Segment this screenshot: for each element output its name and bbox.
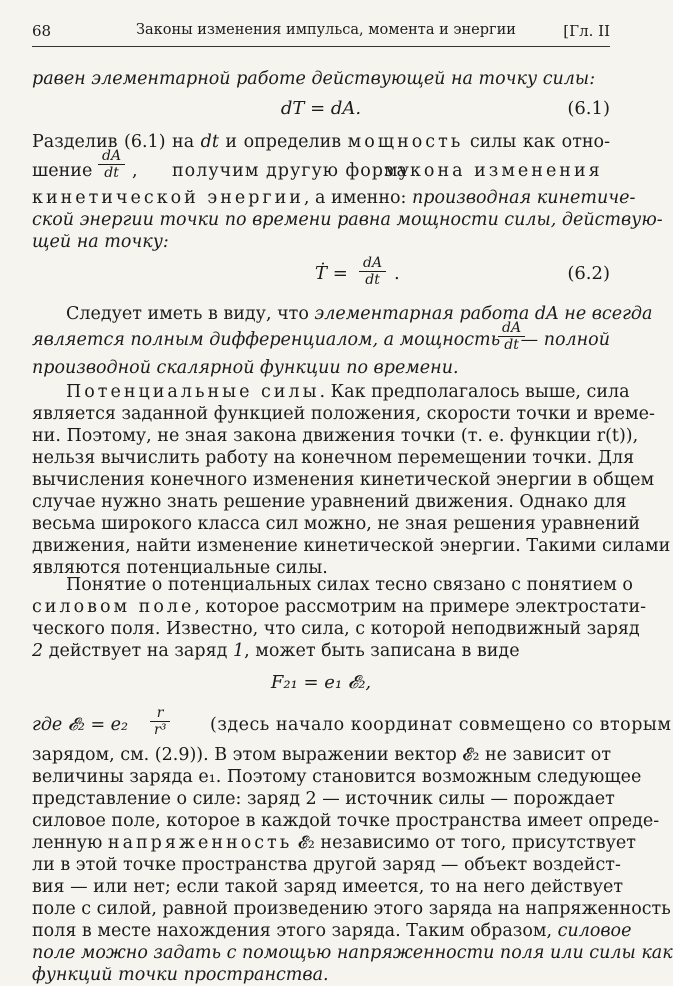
fraction-denominator: r³ — [154, 722, 167, 738]
equation-6-2 — [32, 255, 610, 295]
text-span: получим другую форму — [172, 161, 410, 181]
text-line: являются потенциальные силы. — [32, 558, 328, 578]
equation-formula: Ṫ = — [315, 263, 348, 284]
text-span: Следует иметь в виду, что — [66, 304, 315, 324]
text-span: 𝓔₂ независимо от того, присутствует — [292, 833, 636, 853]
emphasis-term: Потенциальные силы — [66, 382, 320, 402]
text-span: производная кинетиче- — [412, 188, 636, 208]
text-span: шение — [32, 161, 93, 181]
text-line: поле с силой, равной произведению этого заряда на напряженность — [32, 899, 671, 919]
text-span: где 𝓔₂ = e₂ — [32, 715, 129, 735]
text-line: нельзя вычислить работу на конечном перемещении точки. Для — [32, 448, 635, 468]
text-line: равен элементарной работе действующей на точку силы: — [32, 69, 596, 89]
text-line: представление о силе: заряд 2 — источник силы — порождает — [32, 789, 615, 809]
text-span: действует на заряд — [43, 641, 233, 661]
running-title: Законы изменения импульса, момента и энергии — [136, 22, 516, 38]
text-line — [32, 596, 647, 618]
text-span: силовое — [557, 921, 632, 941]
text-span: 1 — [232, 641, 245, 661]
text-span: элементарная работа dA не всегда — [314, 304, 653, 324]
text-line: функций точки пространства. — [32, 965, 329, 985]
text-line: поле можно задать с помощью напряженности поля или силы как — [32, 943, 673, 963]
text-span: ленную — [32, 833, 108, 853]
text-line: вия — или нет; если такой заряд имеется, то на него действует — [32, 877, 624, 897]
text-span: . Как предполагалось выше, сила — [319, 382, 630, 402]
text-line: движения, найти изменение кинетической энергии. Такими силами — [32, 536, 671, 556]
emphasis-term: кинетической энергии — [32, 188, 304, 208]
equation-formula: dT = dA. — [280, 98, 362, 119]
text-line: производной скалярной функции по времени. — [32, 358, 459, 378]
text-span: 2 — [32, 641, 44, 661]
fraction-denominator: dt — [104, 165, 119, 181]
text-line: является заданной функцией положения, скорости точки и време- — [32, 404, 655, 424]
page-header — [32, 22, 610, 47]
text-line: весьма широкого класса сил можно, не зная решения уравнений — [32, 514, 641, 534]
text-line — [32, 832, 636, 854]
text-line: вычисления конечного изменения кинетической энергии в общем — [32, 470, 655, 490]
text-line: случае нужно знать решение уравнений движения. Однако для — [32, 492, 627, 512]
text-span: и определив — [218, 132, 348, 152]
text-line: величины заряда e₁. Поэтому становится возможным следующее — [32, 767, 642, 787]
text-span: , — [132, 161, 138, 181]
fraction-denominator: dt — [504, 337, 519, 353]
emphasis-term: мощность — [347, 132, 464, 152]
emphasis-term: силовом поле — [32, 597, 195, 617]
equation-force — [32, 672, 610, 702]
text-line: силовое поле, которое в каждой точке пространства имеет опреде- — [32, 811, 660, 831]
fraction-numerator: dA — [98, 148, 125, 165]
equation-number: (6.1) — [567, 98, 610, 119]
text-line — [66, 381, 630, 403]
text-line: ни. Поэтому, не зная закона движения точки (т. е. функции r(t)), — [32, 426, 639, 446]
text-span: . — [394, 263, 400, 284]
fraction-denominator: dt — [365, 272, 380, 288]
text-span: , может быть записана в виде — [244, 641, 520, 661]
fraction — [150, 705, 170, 738]
chapter-marker: [Гл. II — [563, 22, 610, 40]
text-line: ческого поля. Известно, что сила, с которой неподвижный заряд — [32, 619, 640, 639]
text-span: является полным дифференциалом, а мощность — [32, 330, 501, 350]
text-line — [32, 705, 672, 743]
fraction — [359, 255, 386, 288]
text-line — [32, 640, 610, 662]
text-span: dt — [200, 132, 219, 152]
text-span: силы как отно- — [463, 132, 610, 152]
text-span: , а именно: — [303, 188, 412, 208]
equation-6-1 — [32, 98, 610, 128]
text-span: — полной — [520, 330, 610, 350]
equation-number: (6.2) — [567, 263, 610, 284]
fraction-numerator: dA — [498, 320, 525, 337]
text-line: Понятие о потенциальных силах тесно связано с понятием о — [66, 575, 633, 595]
text-span: поля в месте нахождения этого заряда. Таким образом, — [32, 921, 558, 941]
emphasis-term: закона изменения — [384, 161, 603, 181]
fraction — [98, 148, 125, 181]
text-line: зарядом, см. (2.9)). В этом выражении вектор 𝓔₂ не зависит от — [32, 745, 612, 765]
fraction-numerator: r — [150, 705, 170, 722]
fraction-numerator: dA — [359, 255, 386, 272]
page-number: 68 — [32, 22, 52, 40]
text-line — [32, 187, 636, 209]
text-line: ской энергии точки по времени равна мощности силы, действую- — [32, 210, 663, 230]
text-line: ли в этой точке пространства другой заряд — объект воздейст- — [32, 855, 621, 875]
text-line: щей на точку: — [32, 232, 169, 252]
emphasis-term: напряженность — [107, 833, 293, 853]
text-line — [32, 920, 632, 942]
text-line — [32, 320, 610, 356]
text-line — [32, 148, 610, 186]
text-span: Разделив (6.1) на — [32, 132, 201, 152]
text-span: , которое рассмотрим на примере электростати- — [194, 597, 647, 617]
equation-formula: F₂₁ = e₁ 𝓔₂, — [270, 672, 372, 693]
text-span: (здесь начало координат совмещено со вторым — [210, 715, 672, 735]
